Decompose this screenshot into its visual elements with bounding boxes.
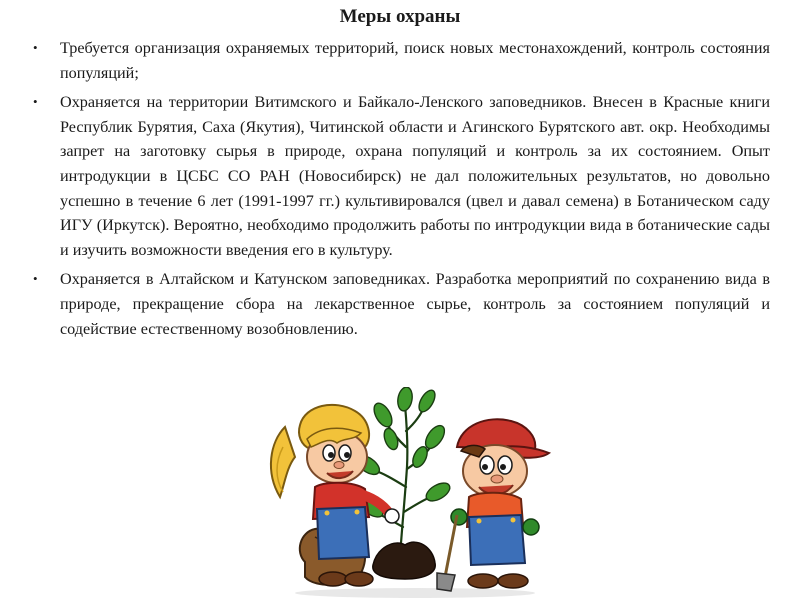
bullet-text: Требуется организация охраняемых территорий, поиск новых местонахождений, контроль состояния популяций;: [60, 39, 770, 82]
bullet-text: Охраняется в Алтайском и Катунском заповедниках. Разработка мероприятий по сохранению вида в природе, прекращение сбора на лекарственное сырье, контроль за состоянием популяций и содействие естественному возобновлению.: [60, 270, 770, 338]
slide-title: Меры охраны: [339, 6, 461, 27]
bullet-marker: •: [33, 40, 38, 55]
boy-character: [437, 419, 549, 591]
bullet-item: [33, 90, 770, 262]
soil-mound: [373, 542, 435, 579]
bullet-item: [33, 36, 770, 85]
bullet-item: [33, 267, 770, 341]
bullet-list: [33, 36, 770, 346]
bullet-marker: •: [33, 94, 38, 110]
bullet-text: Охраняется на территории Витимского и Байкало-Ленского заповедников. Внесен в Красные книги Республик Бурятия, Саха (Якутия), Читинской области и Агинского Бурятского авт. окр. Необходимы запрет на заготовку сырья в природе, охрана популяций и контроль за их состоянием. Опыт интродукции в ЦСБС СО РАН (Новосибирск) не дал положительных результатов, но довольно успешно в течение 6 лет (1991-1997 гг.) культивировался (цвел и давал семена) в Ботаническом саду ИГУ (Иркутск). Вероятно, необходимо продолжить работы по интродукции вида в ботанические сады и изучить возможности введения его в культуру.: [60, 93, 770, 259]
ground-shadow: [295, 588, 535, 598]
children-planting-tree-illustration: [265, 387, 562, 598]
bullet-marker: •: [33, 271, 38, 287]
sapling: [371, 405, 435, 557]
